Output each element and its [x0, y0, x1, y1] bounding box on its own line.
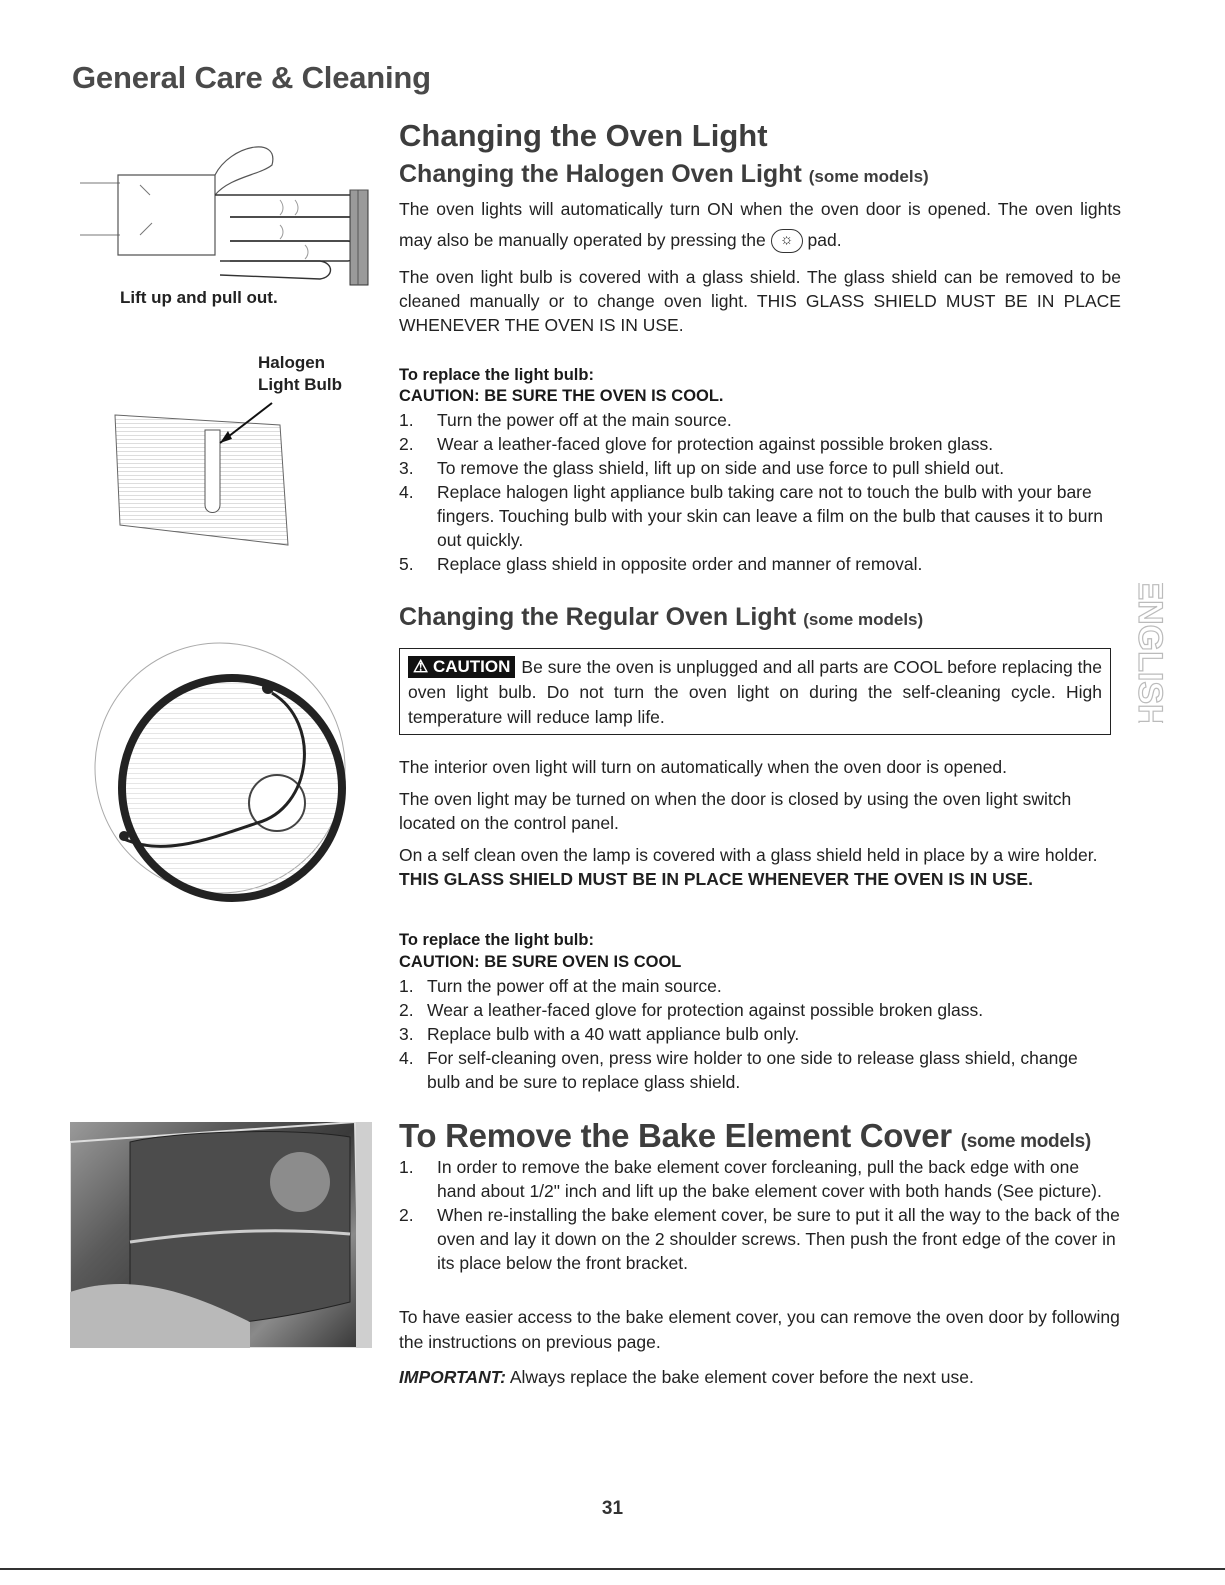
caution-badge: ⚠ CAUTION: [408, 656, 515, 678]
important-label: IMPORTANT:: [399, 1367, 506, 1387]
list-item: 3. Replace bulb with a 40 watt appliance bulb only.: [399, 1024, 800, 1044]
halogen-p2: The oven light bulb is covered with a glass shield. The glass shield can be removed to be cleaned manually or to change oven light. THIS GLASS SHIELD MUST BE IN PLACE WHENEVER THE OVEN IS IN USE.: [399, 267, 1121, 335]
halogen-bulb-figure: [110, 395, 300, 555]
list-item: 4. Replace halogen light appliance bulb taking care not to touch the bulb with your bare fingers. Touching bulb with your skin can leave a film on the bulb that causes it to burn out quickly.: [399, 482, 1104, 550]
list-item: 2. Wear a leather-faced glove for protection against possible broken glass.: [399, 1000, 984, 1020]
important-text: Always replace the bake element cover before the next use.: [509, 1367, 974, 1387]
list-item: 4. For self-cleaning oven, press wire holder to one side to release glass shield, change bulb and be sure to replace glass shield.: [399, 1048, 1078, 1092]
list-item: 2. When re-installing the bake element cover, be sure to put it all the way to the back of the oven and lay it down on the 2 shoulder screws. Then push the front edge of the cover in its place below the front bracket.: [399, 1205, 1120, 1273]
bake-cover-title-text: To Remove the Bake Element Cover: [399, 1117, 952, 1154]
regular-p3-bold: THIS GLASS SHIELD MUST BE IN PLACE WHENEVER THE OVEN IS IN USE.: [399, 869, 1033, 889]
glove-figure: [80, 135, 380, 305]
list-item: 3. To remove the glass shield, lift up on side and use force to pull shield out.: [399, 458, 1005, 478]
oven-light-title: Changing the Oven Light: [399, 118, 768, 153]
bake-cover-title-note: (some models): [960, 1131, 1091, 1152]
regular-p3: On a self clean oven the lamp is covered with a glass shield held in place by a wire holder.: [399, 845, 1098, 865]
halogen-steps: [399, 408, 1121, 576]
halogen-intro: [399, 194, 1121, 337]
regular-title: [399, 603, 923, 632]
halogen-p1-a: The oven lights will automatically turn ON when the oven door is opened. The oven lights may also be manually operated by pressing the: [399, 199, 1121, 250]
caution-text: Be sure the oven is unplugged and all parts are COOL before replacing the oven light bulb. Do not turn the oven light on during the self-cleaning cycle. High temperature will reduce lamp life.: [408, 657, 1102, 727]
halogen-label-line1: Halogen: [258, 353, 326, 372]
regular-p1: The interior oven light will turn on automatically when the oven door is opened.: [399, 757, 1007, 777]
bake-cover-title: [399, 1117, 1091, 1155]
halogen-title-note: (some models): [808, 167, 929, 186]
regular-steps: [399, 974, 1099, 1094]
regular-p2: The oven light may be turned on when the door is closed by using the oven light switch located on the control panel.: [399, 789, 1072, 833]
bake-element-photo: [70, 1122, 372, 1348]
halogen-label-line2: Light Bulb: [258, 375, 343, 394]
list-item: 2. Wear a leather-faced glove for protection against possible broken glass.: [399, 434, 994, 454]
bottom-rule: [0, 1568, 1225, 1570]
bake-cover-steps: [399, 1155, 1121, 1275]
list-item: 1. In order to remove the bake element cover forcleaning, pull the back edge with one hand about 1/2" inch and lift up the bake element cover with both hands (See picture).: [399, 1157, 1102, 1201]
halogen-replace-heading: To replace the light bulb:: [399, 366, 594, 384]
regular-title-text: Changing the Regular Oven Light: [399, 603, 797, 631]
halogen-caution-heading: CAUTION: BE SURE THE OVEN IS COOL.: [399, 387, 724, 405]
regular-body: [399, 755, 1121, 891]
light-pad-icon: ☼: [771, 229, 803, 253]
bake-cover-p1: To have easier access to the bake element cover, you can remove the oven door by following the instructions on previous page.: [399, 1307, 1120, 1352]
glove-caption: Lift up and pull out.: [120, 288, 278, 307]
language-tab-text: ENGLISH: [1131, 583, 1168, 723]
regular-oven-light-figure: [92, 633, 347, 903]
list-item: 1. Turn the power off at the main source.: [399, 976, 722, 996]
list-item: 1. Turn the power off at the main source.: [399, 410, 732, 430]
section-title: General Care & Cleaning: [72, 60, 431, 95]
caution-box: [399, 648, 1111, 735]
regular-replace-heading: To replace the light bulb:: [399, 931, 594, 949]
important-note: [399, 1365, 1121, 1390]
bake-cover-notes: [399, 1305, 1121, 1390]
page-number: 31: [601, 1498, 624, 1519]
halogen-title-text: Changing the Halogen Oven Light: [399, 160, 802, 188]
halogen-title: [399, 160, 929, 189]
regular-title-note: (some models): [803, 610, 924, 629]
list-item: 5. Replace glass shield in opposite order and manner of removal.: [399, 554, 923, 574]
language-tab: [1128, 583, 1168, 723]
regular-caution-heading: CAUTION: BE SURE OVEN IS COOL: [399, 953, 682, 971]
halogen-p1-b: pad.: [807, 230, 842, 250]
